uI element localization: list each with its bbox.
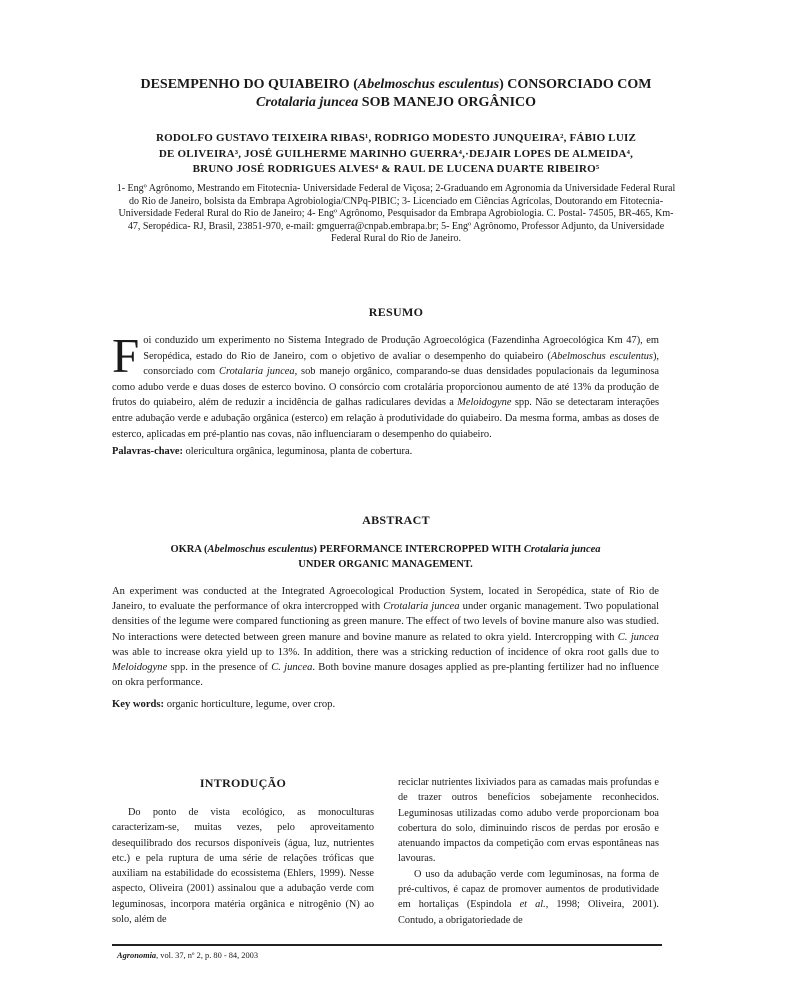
abstract-heading: ABSTRACT bbox=[362, 513, 430, 527]
abstract-section bbox=[112, 584, 659, 713]
resumo-heading: RESUMO bbox=[368, 305, 424, 319]
affiliations: 1- Engº Agrônomo, Mestrando em Fitotecnia- Universidade Federal de Viçosa; 2-Graduando em Agronomia da Universidade Federal Rural do Rio de Janeiro, bolsista da Embrapa Agrobiologia/CNPq-PIBIC; 3- Licenciado em Ciências Agrícolas, Doutorando em Fitotecnia- Universidade Federal Rural do Rio de Janeiro; 4- Engº Agrônomo, Pesquisador da Embrapa Agrobiologia. C. Postal- 74505, BR-465, Km-47, Seropédica- RJ, Brasil, 23851-970, e-mail: gmguerra@cnpab.embrapa.br; 5- Engº Agrônomo, Professor Adjunto, da Universidade Federal Rural do Rio de Janeiro. bbox=[116, 183, 676, 245]
resumo-paragraph: Foi conduzido um experimento no Sistema Integrado de Produção Agroecológica (Fazendinha Agroecológica Km 47), em Seropédica, estado do Rio de Janeiro, com o objetivo de avaliar o desempenho do quiabeiro (Abelmoschus esculentus), consorciado com Crotalaria juncea, sob manejo orgânico, comparando-se duas densidades populacionais da leguminosa como adubo verde e duas doses de esterco bovino. O consórcio com crotalária proporcionou aumento de até 13% da produção de frutos do quiabeiro, além de reduzir a incidência de galhas radiculares devidas a Meloidogyne spp. Não se detectaram interações entre adubação verde e adubação orgânica (esterco) em relação à produtividade do quiabeiro. Da mesma forma, ambas as doses de esterco, aplicadas em pré-plantio nas covas, não influenciaram o desempenho do quiabeiro. bbox=[112, 328, 660, 440]
footer-rule bbox=[112, 944, 662, 946]
intro-paragraph: O uso da adubação verde com leguminosas, na forma de pré-cultivos, é capaz de promover aumentos de produtividade em hortaliças (Espindola et al., 1998; Oliveira, 2001). Contudo, a obrigatoriedade de bbox=[398, 868, 659, 926]
abstract-title: OKRA (Abelmoschus esculentus) PERFORMANCE INTERCROPPED WITH Crotalaria juncea UNDER ORGANIC MANAGEMENT. bbox=[170, 544, 601, 570]
intro-right-column bbox=[398, 775, 659, 928]
intro-left-column bbox=[112, 805, 374, 927]
introducao-heading: INTRODUÇÃO bbox=[199, 776, 287, 790]
key-words: Key words: organic horticulture, legume, over crop. bbox=[112, 699, 336, 711]
abstract-paragraph: An experiment was conducted at the Integrated Agroecological Production System, located in Seropédica, state of Rio de Janeiro, to evaluate the performance of okra intercropped with Crotalaria juncea under organic management. Two populational densities of the legume were compared functioning as green manure. The effect of two levels of bovine manure also was studied. No interactions were detected between green manure and bovine manure as related to okra yield. Intercropping with C. juncea was able to increase okra yield up to 13%. In addition, there was a stricking reduction of incidence of okra root galls due to Meloidogyne spp. in the presence of C. juncea. Both bovine manure dosages applied as pre-planting fertilizer had no influence on okra performance. bbox=[112, 586, 660, 689]
intro-paragraph: Do ponto de vista ecológico, as monoculturas caracterizam-se, muitas vezes, pelo aproveitamento desequilibrado dos recursos disponíveis (água, luz, nutrientes etc.) e pela ruptura de uma série de relações tróficas que auxiliam na estabilidade do ecossistema (Ehlers, 1999). Nesse aspecto, Oliveira (2001) assinalou que a adubação verde com leguminosas, incorpora matéria orgânica e nitrogênio (N) ao solo, além de bbox=[112, 807, 374, 926]
paper-title: DESEMPENHO DO QUIABEIRO (Abelmoschus esculentus) CONSORCIADO COM Crotalaria juncea SOB MANEJO ORGÂNICO bbox=[140, 77, 652, 110]
intro-paragraph: reciclar nutrientes lixiviados para as camadas mais profundas e de trazer outros benefícios sobejamente reconhecidos. Leguminosas utilizadas como adubo verde proporcionam boa cobertura do solo, diminuindo riscos de perdas por erosão e atenuando impactos da competição com ervas espontâneas nas lavouras. bbox=[398, 777, 659, 865]
resumo-section bbox=[112, 328, 660, 459]
palavras-chave: Palavras-chave: olericultura orgânica, leguminosa, planta de cobertura. bbox=[112, 446, 413, 458]
author-list: RODOLFO GUSTAVO TEIXEIRA RIBAS¹, RODRIGO MODESTO JUNQUEIRA², FÁBIO LUIZ DE OLIVEIRA³, JOSÉ GUILHERME MARINHO GUERRA⁴,·DEJAIR LOPES DE ALMEIDA⁴, BRUNO JOSÉ RODRIGUES ALVES⁴ & RAUL DE LUCENA DUARTE RIBEIRO⁵ bbox=[155, 132, 636, 175]
journal-citation: Agronomia, vol. 37, nº 2, p. 80 - 84, 2003 bbox=[117, 951, 259, 960]
drop-cap: F bbox=[112, 328, 140, 383]
